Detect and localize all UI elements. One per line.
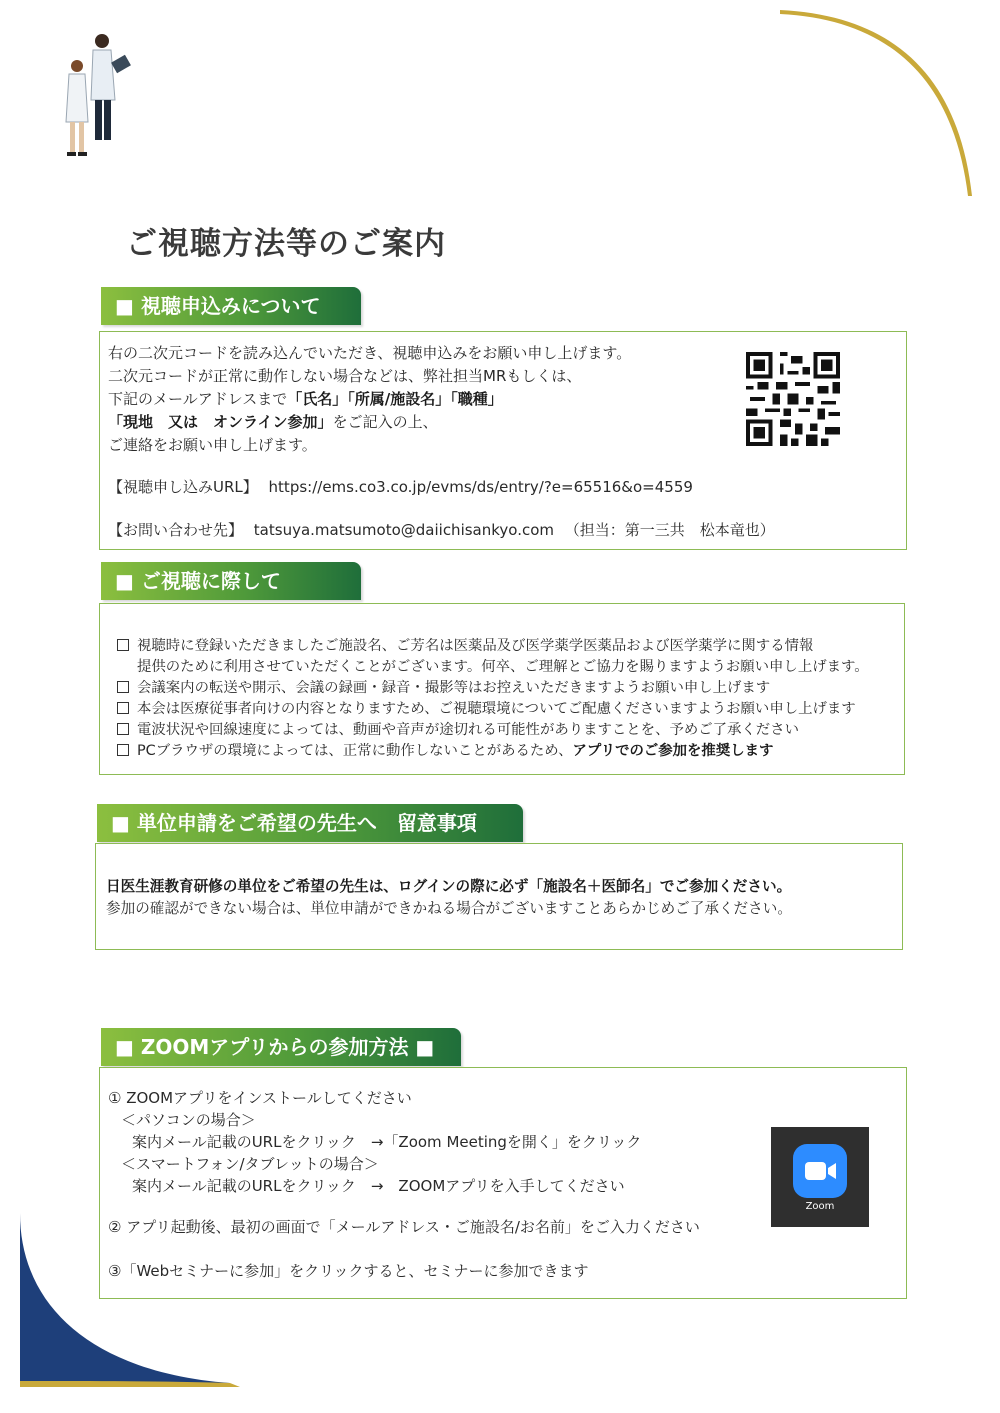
apply-line-1: 右の二次元コードを読み込んでいただき、視聴申込みをお願い申し上げます。 <box>108 344 632 362</box>
apply-line-4-suffix: をご記入の上、 <box>332 413 438 431</box>
viewing-item-2: 会議案内の転送や開示、会議の録画・録音・撮影等はお控えいただきますようお願い申し上げます <box>117 677 770 699</box>
zoom-pc-heading: ＜パソコンの場合＞ <box>121 1111 256 1129</box>
viewing-item-1-cont: 提供のために利用させていただくことがございます。何卒、ご理解とご協力を賜りますようお願い申し上げます。 <box>137 659 869 675</box>
zoom-step-1: ① ZOOMアプリをインストールしてください <box>108 1089 412 1107</box>
viewing-item-3: 本会は医療従事者向けの内容となりますため、ご視聴環境についてご配慮くださいますようお願い申し上げます <box>117 698 856 720</box>
section-header-zoom: ■ ZOOMアプリからの参加方法 ■ <box>101 1028 461 1066</box>
apply-url-link[interactable]: https://ems.co3.co.jp/evms/ds/entry/?e=65516&o=4559 <box>268 478 693 496</box>
credit-bold-line: 日医生涯教育研修の単位をご希望の先生は、ログインの際に必ず「施設名＋医師名」でご参加ください。 <box>106 878 792 895</box>
credit-line: 参加の確認ができない場合は、単位申請ができかねる場合がございますことあらかじめご了承ください。 <box>106 900 792 917</box>
zoom-app-label: Zoom <box>805 1201 835 1212</box>
apply-line-3-bold: 「氏名」「所属/施設名」「職種」 <box>287 390 503 408</box>
apply-line-5: ご連絡をお願い申し上げます。 <box>108 436 317 454</box>
qr-code-icon[interactable] <box>746 352 840 446</box>
apply-contact-person: （担当：第一三共 松本竜也） <box>564 521 775 539</box>
apply-line-3-prefix: 下記のメールアドレスまで <box>108 390 288 408</box>
checkbox-icon <box>117 681 129 693</box>
apply-line-3 <box>108 388 503 410</box>
zoom-step-3: ③「Webセミナーに参加」をクリックすると、セミナーに参加できます <box>108 1262 589 1280</box>
page-title: ご視聴方法等のご案内 <box>126 226 446 262</box>
apply-line-4-bold: 「現地 又は オンライン参加」 <box>108 413 333 431</box>
section-header-apply: ■ 視聴申込みについて <box>101 287 361 325</box>
zoom-step-2: ② アプリ起動後、最初の画面で「メールアドレス・ご施設名/お名前」をご入力ください <box>108 1218 700 1236</box>
checkbox-icon <box>117 639 129 651</box>
zoom-camera-icon <box>793 1144 847 1198</box>
zoom-app-icon[interactable] <box>771 1127 869 1227</box>
checkbox-icon <box>117 702 129 714</box>
apply-contact-label: 【お問い合わせ先】 <box>108 521 244 539</box>
top-right-corner-decoration <box>780 0 1000 200</box>
apply-contact-email[interactable]: tatsuya.matsumoto@daiichisankyo.com <box>253 521 554 539</box>
section-header-credit: ■ 単位申請をご希望の先生へ 留意事項 <box>97 804 523 842</box>
zoom-mobile-instruction: 案内メール記載のURLをクリック → ZOOMアプリを入手してください <box>132 1177 625 1195</box>
apply-line-2: 二次元コードが正常に動作しない場合などは、弊社担当MRもしくは、 <box>108 367 582 385</box>
checkbox-icon <box>117 723 129 735</box>
doctors-illustration <box>55 30 140 165</box>
zoom-pc-instruction: 案内メール記載のURLをクリック →「Zoom Meetingを開く」をクリック <box>132 1133 642 1151</box>
apply-url-row <box>108 476 693 498</box>
apply-url-label: 【視聴申し込みURL】 <box>108 478 258 496</box>
viewing-item-1: 視聴時に登録いただきましたご施設名、ご芳名は医薬品及び医学薬学医薬品および医学薬学に関する情報 <box>117 635 813 657</box>
apply-line-4 <box>108 411 438 433</box>
apply-contact-row <box>108 519 775 541</box>
section-header-viewing: ■ ご視聴に際して <box>101 562 361 600</box>
viewing-item-5: PCブラウザの環境によっては、正常に動作しないことがあるため、アプリでのご参加を推奨します <box>117 740 773 762</box>
viewing-item-4: 電波状況や回線速度によっては、動画や音声が途切れる可能性がありますことを、予めご了承ください <box>117 719 799 741</box>
checkbox-icon <box>117 744 129 756</box>
zoom-mobile-heading: ＜スマートフォン/タブレットの場合＞ <box>121 1155 379 1173</box>
